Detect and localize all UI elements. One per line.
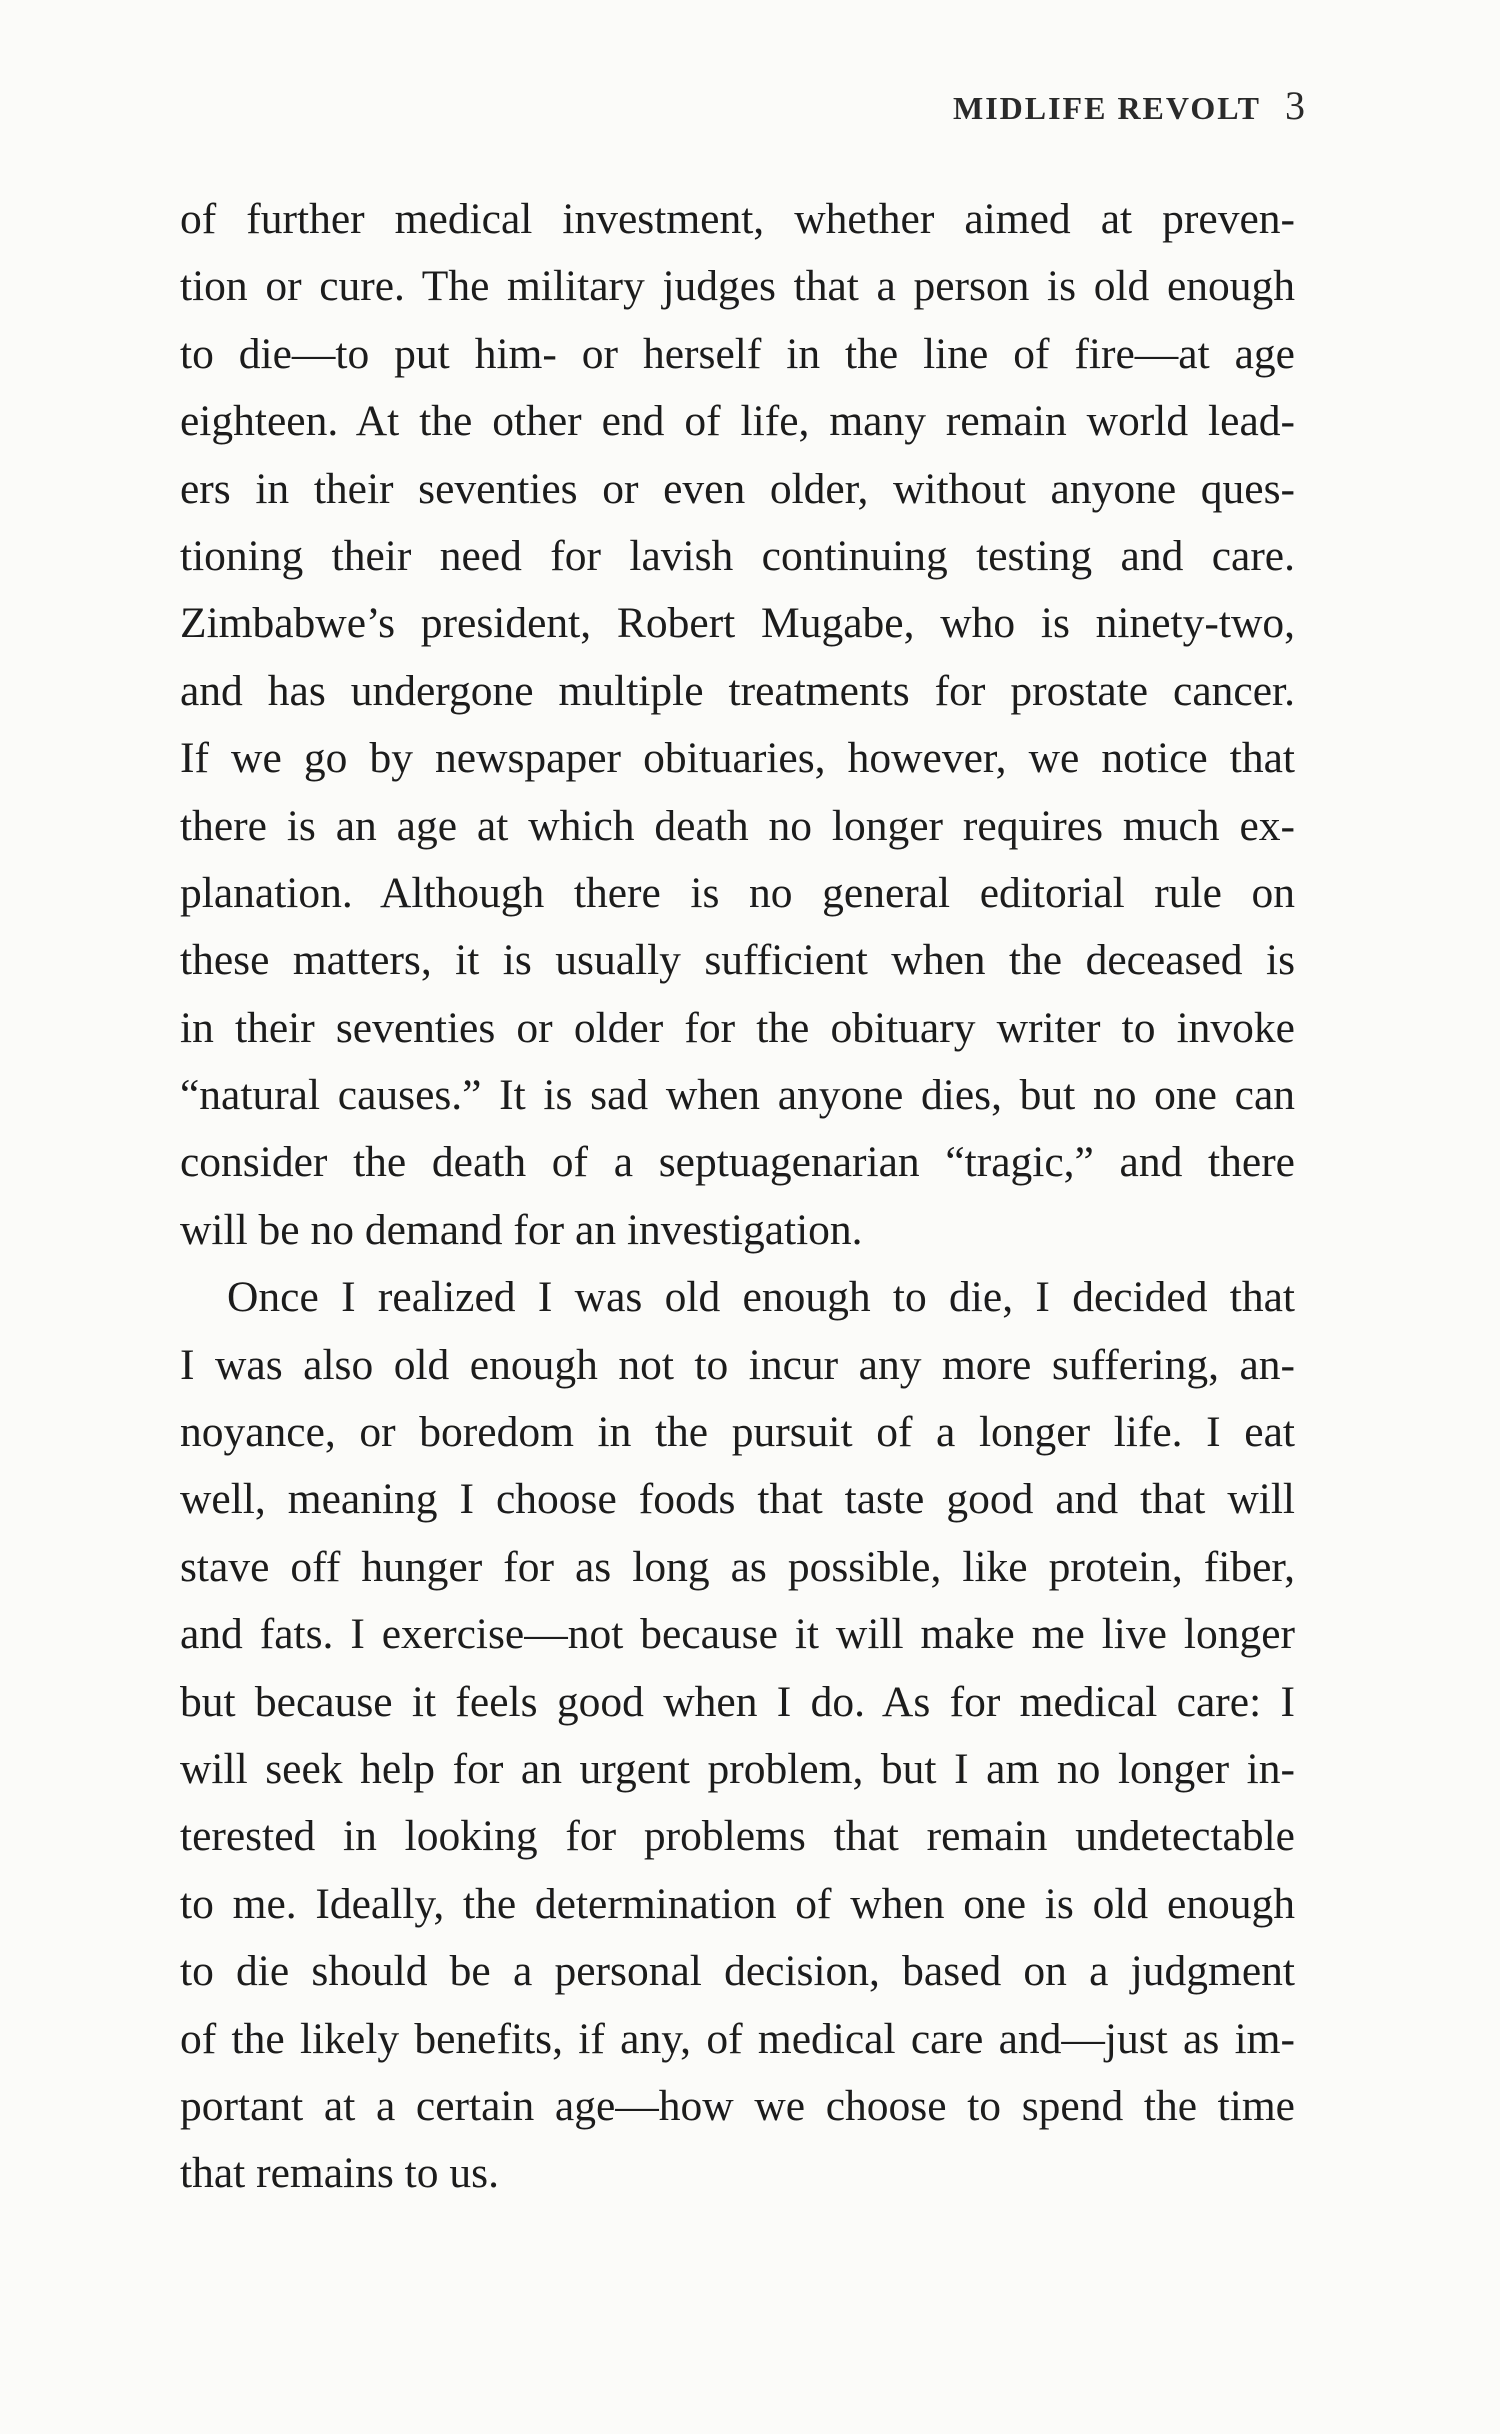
text-line: to die should be a personal decision, based on a judgment: [180, 1947, 1295, 1996]
text-line: of the likely benefits, if any, of medical care and—just as im-: [180, 2014, 1295, 2063]
text-line: of further medical investment, whether aimed at preven-: [180, 195, 1295, 243]
text-line: that remains to us.: [180, 2149, 499, 2198]
text-line: “natural causes.” It is sad when anyone dies, but no one can: [180, 1071, 1295, 1120]
running-head: [953, 82, 1305, 129]
text-line: and has undergone multiple treatments for prostate cancer.: [180, 666, 1295, 715]
text-line: ers in their seventies or even older, without anyone ques-: [180, 464, 1295, 513]
text-line: eighteen. At the other end of life, many remain world lead-: [180, 397, 1295, 446]
text-line: noyance, or boredom in the pursuit of a longer life. I eat: [180, 1408, 1295, 1457]
text-line: terested in looking for problems that remain undetectable: [180, 1812, 1295, 1861]
text-line: portant at a certain age—how we choose to spend the time: [180, 2081, 1295, 2130]
text-line: will be no demand for an investigation.: [180, 1205, 863, 1254]
text-line: to die—to put him- or herself in the line of fire—at age: [180, 329, 1295, 378]
text-line: If we go by newspaper obituaries, however, we notice that: [180, 734, 1295, 783]
text-line: stave off hunger for as long as possible, like protein, fiber,: [180, 1542, 1295, 1591]
text-line: and fats. I exercise—not because it will make me live longer: [180, 1610, 1295, 1659]
running-head-title: MIDLIFE REVOLT: [952, 90, 1261, 126]
body-text: [180, 186, 1295, 2208]
text-line: these matters, it is usually sufficient when the deceased is: [180, 936, 1295, 985]
text-line: in their seventies or older for the obituary writer to invoke: [180, 1003, 1295, 1052]
text-line: to me. Ideally, the determination of when one is old enough: [180, 1879, 1295, 1928]
page-number: 3: [1285, 83, 1305, 128]
text-line: will seek help for an urgent problem, but I am no longer in-: [180, 1744, 1295, 1793]
text-line: Zimbabwe’s president, Robert Mugabe, who is ninety-two,: [180, 599, 1295, 648]
text-line: but because it feels good when I do. As for medical care: I: [180, 1677, 1295, 1726]
text-line: Once I realized I was old enough to die, I decided that: [227, 1273, 1295, 1322]
text-line: there is an age at which death no longer requires much ex-: [180, 801, 1295, 850]
text-line: well, meaning I choose foods that taste good and that will: [180, 1475, 1295, 1524]
text-line: I was also old enough not to incur any more suffering, an-: [180, 1340, 1295, 1389]
text-line: tion or cure. The military judges that a person is old enough: [180, 262, 1295, 311]
text-line: consider the death of a septuagenarian “tragic,” and there: [180, 1138, 1295, 1187]
text-line: tioning their need for lavish continuing testing and care.: [180, 531, 1295, 580]
text-line: planation. Although there is no general editorial rule on: [180, 868, 1295, 917]
